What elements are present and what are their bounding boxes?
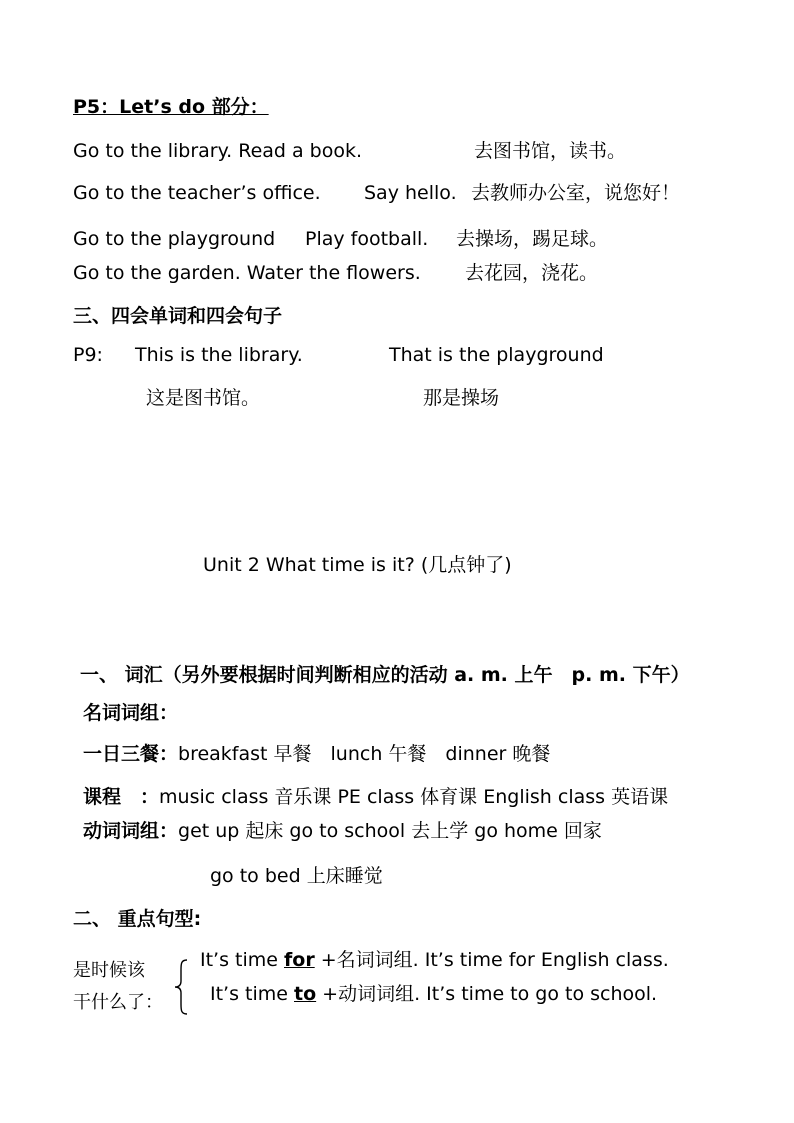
- vocab-heading: 一、 词汇（另外要根据时间判断相应的活动 a. m. 上午 p. m. 下午）: [80, 664, 690, 686]
- patterns-heading: 二、 重点句型:: [73, 908, 202, 930]
- sentence-2-en: That is the playground: [389, 344, 604, 366]
- verbs-line-1: get up 起床 go to school 去上学 go home 回家: [178, 820, 602, 842]
- section3-heading: 三、四会单词和四会句子: [73, 305, 283, 327]
- side-label-2: 干什么了：: [73, 992, 163, 1013]
- meals-list: breakfast 早餐 lunch 午餐 dinner 晚餐: [178, 743, 551, 765]
- pattern-2: [210, 985, 657, 1004]
- pattern-1-keyword: for: [284, 949, 315, 971]
- unit-title: Unit 2 What time is it? (几点钟了): [203, 554, 512, 576]
- p5-row-3-en2: Play football.: [305, 228, 429, 250]
- p5-row-1-en: Go to the library. Read a book.: [73, 140, 363, 162]
- pattern-1: [200, 951, 669, 970]
- noun-label: 名词词组：: [83, 702, 179, 724]
- classes-list: music class 音乐课 PE class 体育课 English class 英语课: [159, 786, 669, 808]
- p5-row-2-en2: Say hello.: [364, 182, 457, 204]
- p5-row-4-en: Go to the garden. Water the flowers.: [73, 262, 421, 284]
- p5-row-4-zh: 去花园，浇花。: [465, 262, 599, 284]
- p5-row-3-en: Go to the playground: [73, 228, 276, 250]
- section3-label: P9:: [73, 344, 103, 366]
- sentence-2-zh: 那是操场: [423, 387, 500, 409]
- classes-label: 课程 ：: [83, 786, 160, 808]
- sentence-1-en: This is the library.: [135, 344, 303, 366]
- p5-row-3-zh: 去操场，踢足球。: [456, 228, 609, 250]
- verb-label: 动词词组：: [83, 820, 179, 842]
- curly-brace-icon: [172, 958, 190, 1016]
- pattern-2-keyword: to: [294, 983, 317, 1005]
- pattern-2-prefix: It’s time: [210, 983, 294, 1005]
- pattern-1-suffix: +名词词组. It’s time for English class.: [314, 949, 669, 971]
- side-label-1: 是时候该: [73, 960, 145, 981]
- p5-heading: P5：Let’s do 部分：: [73, 96, 269, 118]
- verbs-line-2: go to bed 上床睡觉: [210, 865, 383, 887]
- pattern-2-suffix: +动词词组. It’s time to go to school.: [316, 983, 658, 1005]
- sentence-1-zh: 这是图书馆。: [146, 387, 261, 409]
- p5-row-2-zh: 去教师办公室，说您好！: [471, 182, 681, 204]
- meals-label: 一日三餐：: [83, 743, 179, 765]
- p5-row-2-en: Go to the teacher’s office.: [73, 182, 321, 204]
- p5-row-1-zh: 去图书馆，读书。: [474, 140, 627, 162]
- pattern-1-prefix: It’s time: [200, 949, 284, 971]
